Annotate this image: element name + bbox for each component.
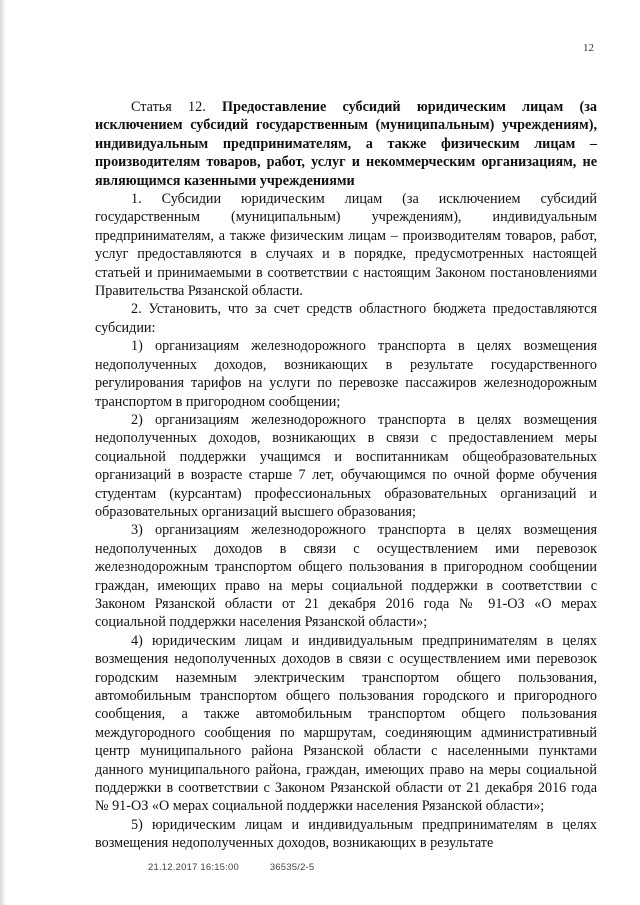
page-footer xyxy=(148,862,314,873)
subitem-4: 4) юридическим лицам и индивидуальным предпринимателям в целях возмещения недополученных доходов в связи с осуществлением ими перевозок городским наземным электрическим транспортом общего пользования, автомобильным транспортом общего пользования городского и пригородного сообщения, а также автомобильным транспортом общего пользования междугородного сообщения по маршрутам, соединяющим административный центр муниципального района Рязанской области с населенными пунктами данного муниципального района, граждан, имеющих право на меры социальной поддержки в соответствии с Законом Рязанской области от 21 декабря 2016 года № 91-ОЗ «О мерах социальной поддержки населения Рязанской области»; xyxy=(95,632,597,815)
paragraph-2: 2. Установить, что за счет средств областного бюджета предоставляются субсидии: xyxy=(95,301,597,336)
footer-doc-code: 36535/2-5 xyxy=(269,862,315,873)
document-body xyxy=(95,98,597,853)
article-title: Предоставление субсидий юридическим лицам (за исключением субсидий государственным (муниципальным) учреждениям), индивидуальным предпринимателям, а также физическим лицам – производителям товаров, работ, услуг и некоммерческим организациям, не являющимся казенными учреждениями xyxy=(95,99,598,189)
article-number: Статья 12. xyxy=(131,99,206,115)
subitem-1: 1) организациям железнодорожного транспорта в целях возмещения недополученных доходов, возникающих в результате государственного регулирования тарифов на услуги по перевозке пассажиров железнодорожным транспортом в пригородном сообщении; xyxy=(95,338,597,410)
article-heading xyxy=(95,98,597,190)
subitem-5: 5) юридическим лицам и индивидуальным предпринимателям в целях возмещения недополученных доходов, возникающих в результате xyxy=(95,816,597,852)
subitem-3: 3) организациям железнодорожного транспорта в целях возмещения недополученных доходов в связи с осуществлением ими перевозок железнодорожным транспортом общего пользования в пригородном сообщении граждан, имеющих право на меры социальной поддержки в соответствии с Законом Рязанской области от 21 декабря 2016 года № 91-ОЗ «О мерах социальной поддержки населения Рязанской области»; xyxy=(95,522,597,631)
footer-timestamp: 21.12.2017 16:15:00 xyxy=(148,862,239,873)
scan-edge-shadow xyxy=(0,0,6,905)
page-number: 12 xyxy=(583,42,594,54)
subitem-2: 2) организациям железнодорожного транспорта в целях возмещения недополученных доходов, возникающих в связи с предоставлением меры социальной поддержки учащимся и воспитанникам общеобразовательных организаций в возрасте старше 7 лет, обучающимся по очной форме обучения студентам (курсантам) профессиональных образовательных организаций и образовательных организаций высшего образования; xyxy=(95,411,597,520)
paragraph-1: 1. Субсидии юридическим лицам (за исключением субсидий государственным (муниципальным) учреждениям), индивидуальным предпринимателям, а также физическим лицам – производителям товаров, работ, услуг предоставляются в случаях и в порядке, предусмотренных настоящей статьей и принимаемыми в соответствии с настоящим Законом постановлениями Правительства Рязанской области. xyxy=(95,191,597,300)
